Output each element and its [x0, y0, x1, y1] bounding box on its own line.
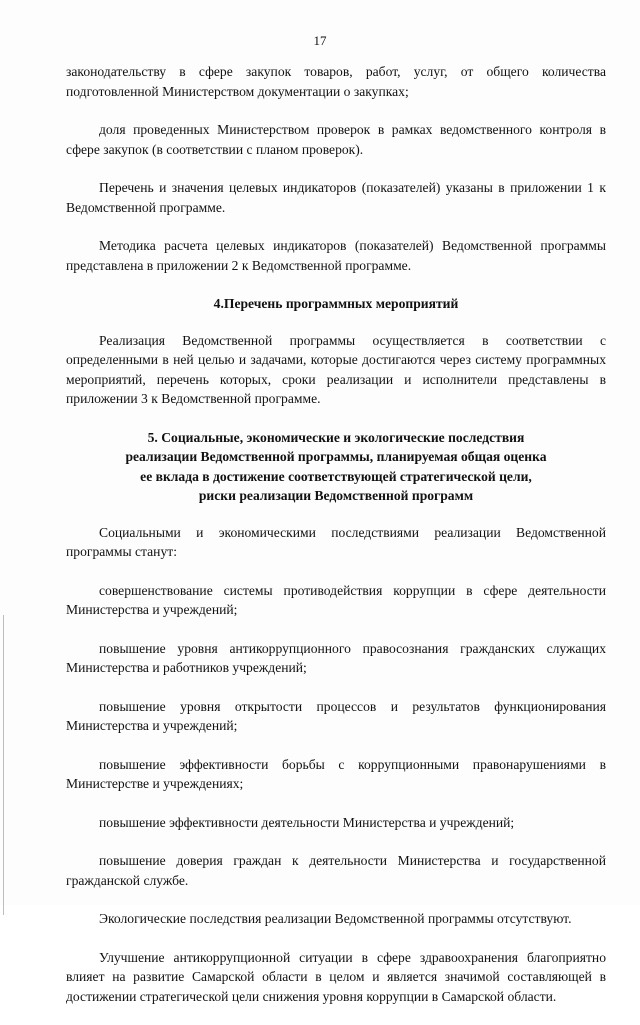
paragraph: законодательству в сфере закупок товаров, работ, услуг, от общего количества подготовленной Министерством документации о закупках; — [66, 64, 606, 99]
paragraph: Социальными и экономическими последствиями реализации Ведомственной программы станут: — [66, 524, 606, 559]
paragraph: Перечень и значения целевых индикаторов (показателей) указаны в приложении 1 к Ведомственной программе. — [66, 180, 606, 215]
heading-line: реализации Ведомственной программы, планируемая общая оценка — [125, 449, 547, 464]
paragraph: Улучшение антикоррупционной ситуации в сфере здравоохранения благоприятно влияет на развитие Самарской области в целом и является значимой составляющей в достижении стратегической цели снижения уровня коррупции в Самарской области. — [66, 949, 606, 1004]
page-number: 17 — [313, 33, 327, 48]
heading-line: ее вклада в достижение соответствующей стратегической цели, — [140, 468, 532, 484]
paragraph: повышение уровня антикоррупционного правосознания гражданских служащих Министерства и работников учреждений; — [66, 640, 606, 675]
heading-line: 5. Социальные, экономические и экологические последствия — [147, 429, 525, 445]
paragraph: повышение уровня открытости процессов и результатов функционирования Министерства и учреждений; — [66, 698, 606, 733]
section-heading — [66, 428, 606, 506]
paragraph: повышение эффективности борьбы с коррупционными правонарушениями в Министерстве и учреждениях; — [66, 756, 606, 791]
paragraph: доля проведенных Министерством проверок в рамках ведомственного контроля в сфере закупок (в соответствии с планом проверок). — [66, 122, 606, 157]
heading-line: риски реализации Ведомственной программ — [198, 488, 474, 503]
scan-edge-line — [3, 615, 4, 915]
page-content — [66, 62, 606, 1025]
paragraph: повышение доверия граждан к деятельности Министерства и государственной гражданской службе. — [66, 853, 606, 888]
paragraph: Методика расчета целевых индикаторов (показателей) Ведомственной программы представлена в приложении 2 к Ведомственной программе. — [66, 238, 606, 273]
paragraph: Экологические последствия реализации Ведомственной программы отсутствуют. — [99, 911, 572, 926]
section-heading: 4.Перечень программных мероприятий — [213, 296, 459, 311]
paragraph: повышение эффективности деятельности Министерства и учреждений; — [99, 814, 515, 830]
paragraph: совершенствование системы противодействия коррупции в сфере деятельности Министерства и учреждений; — [66, 582, 606, 617]
paragraph: Реализация Ведомственной программы осуществляется в соответствии с определенными в ней целью и задачами, которые достигаются через систему программных мероприятий, перечень которых, сроки реализации и исполнители представлены в приложении 3 к Ведомственной программе. — [66, 332, 606, 406]
